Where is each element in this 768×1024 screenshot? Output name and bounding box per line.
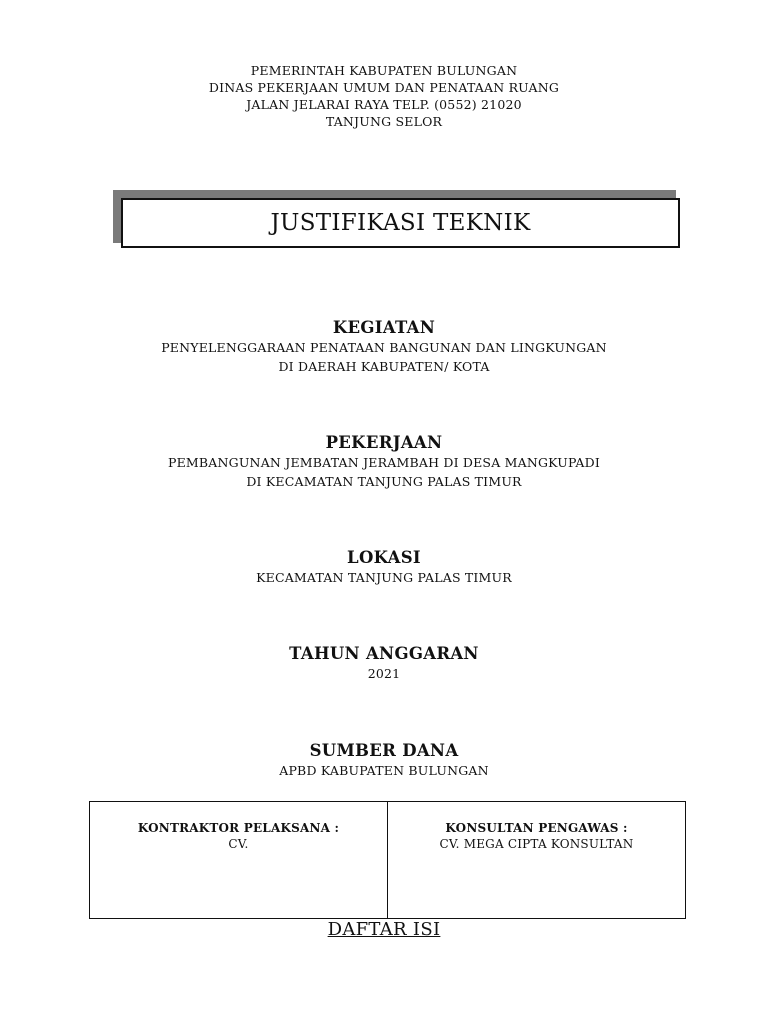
letterhead	[0, 62, 768, 130]
section-line: PEMBANGUNAN JEMBATAN JERAMBAH DI DESA MANGKUPADI	[167, 455, 601, 470]
konsultan-value: CV. MEGA CIPTA KONSULTAN	[439, 837, 634, 851]
section-line: APBD KABUPATEN BULUNGAN	[279, 763, 489, 778]
kontraktor-cell	[90, 802, 387, 918]
daftar-isi-heading: DAFTAR ISI	[327, 919, 441, 940]
letterhead-line-address: JALAN JELARAI RAYA TELP. (0552) 21020	[246, 97, 522, 112]
section-heading: TAHUN ANGGARAN	[289, 644, 479, 663]
section-heading: PEKERJAAN	[325, 433, 443, 452]
section-heading: SUMBER DANA	[309, 741, 459, 760]
letterhead-line-agency: DINAS PEKERJAAN UMUM DAN PENATAAN RUANG	[208, 80, 560, 95]
konsultan-heading: KONSULTAN PENGAWAS :	[445, 821, 628, 835]
section-line: 2021	[367, 666, 401, 681]
section-line: DI DAERAH KABUPATEN/ KOTA	[278, 359, 490, 374]
section-line: DI KECAMATAN TANJUNG PALAS TIMUR	[246, 474, 522, 489]
kontraktor-heading: KONTRAKTOR PELAKSANA :	[137, 821, 340, 835]
document-title: JUSTIFIKASI TEKNIK	[121, 198, 680, 248]
letterhead-line-city: TANJUNG SELOR	[325, 114, 443, 129]
section-line: KECAMATAN TANJUNG PALAS TIMUR	[256, 570, 512, 585]
section-tahun-anggaran	[0, 644, 768, 683]
letterhead-line-government: PEMERINTAH KABUPATEN BULUNGAN	[250, 63, 518, 78]
section-heading: KEGIATAN	[332, 318, 436, 337]
kontraktor-value: CV.	[228, 837, 249, 851]
konsultan-cell	[387, 802, 685, 918]
section-pekerjaan	[0, 433, 768, 491]
section-line: PENYELENGGARAAN PENATAAN BANGUNAN DAN LINGKUNGAN	[161, 340, 607, 355]
section-heading: LOKASI	[347, 548, 421, 567]
signature-table	[89, 801, 686, 919]
section-sumber-dana	[0, 741, 768, 780]
section-kegiatan	[0, 318, 768, 376]
section-lokasi	[0, 548, 768, 587]
